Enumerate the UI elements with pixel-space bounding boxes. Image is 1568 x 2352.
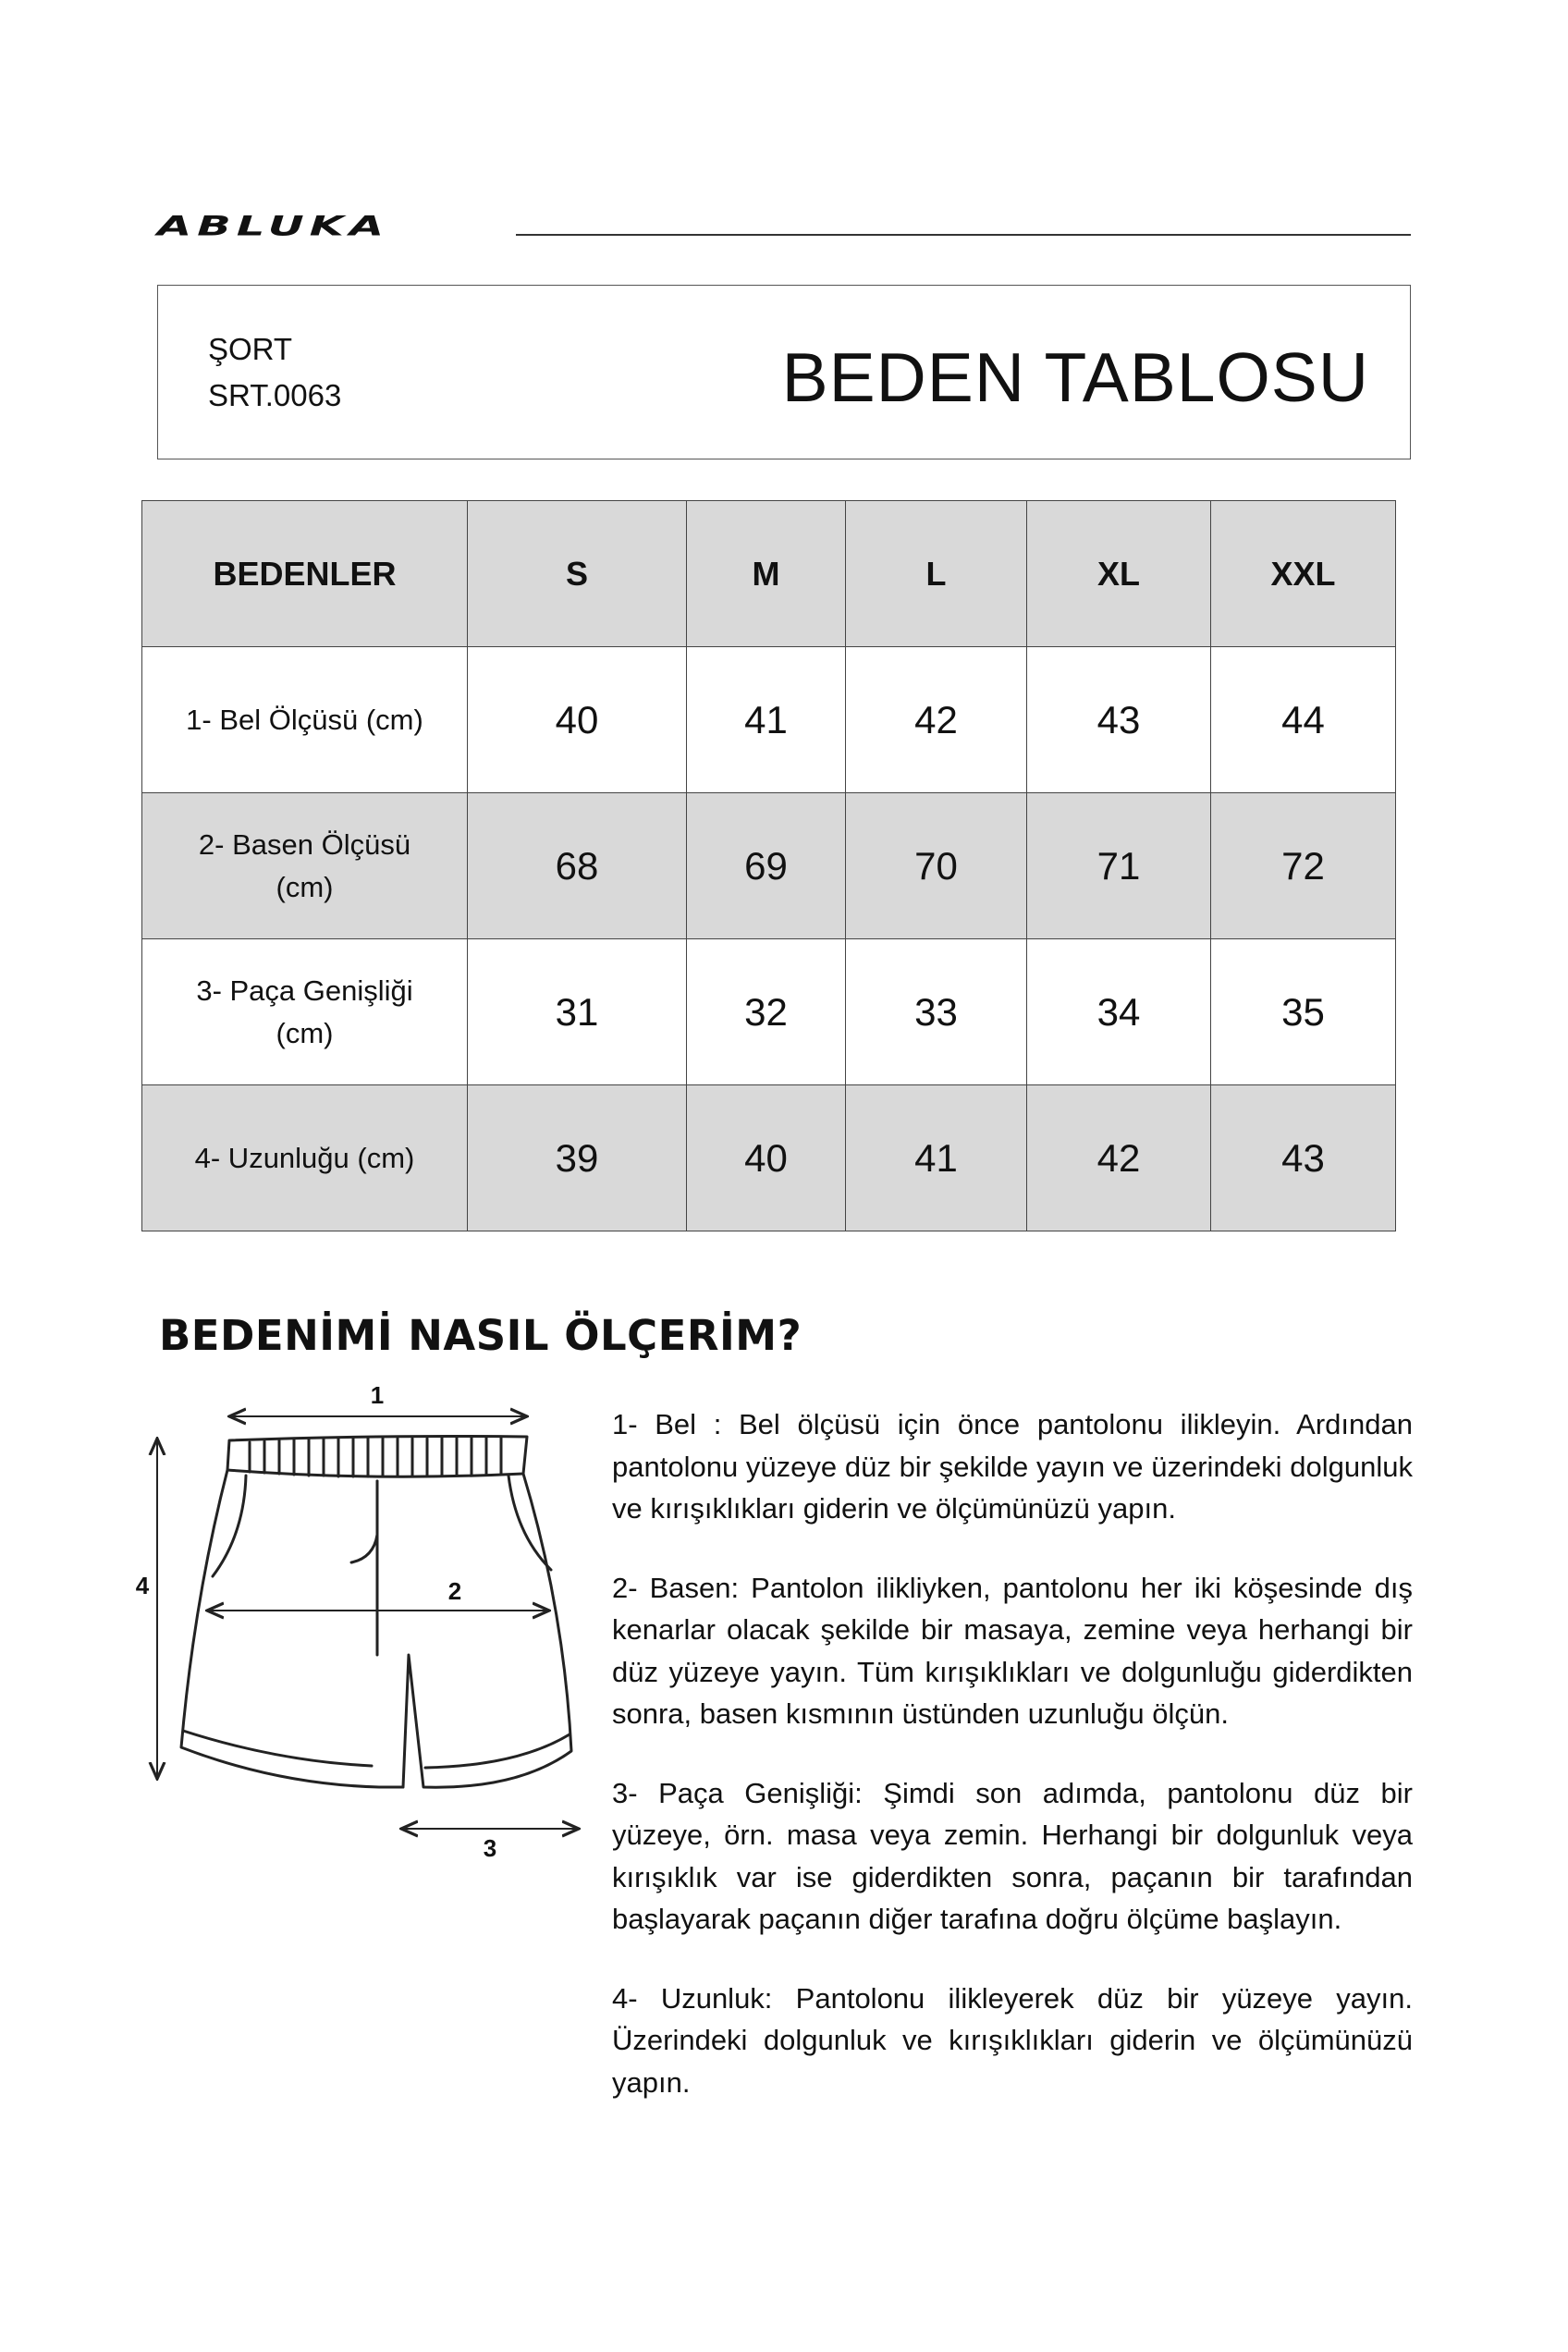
size-table [141, 500, 1396, 1231]
table-cell: 72 [1211, 793, 1396, 939]
table-cell: 70 [846, 793, 1027, 939]
table-cell: 44 [1211, 647, 1396, 793]
table-header-cell: BEDENLER [142, 501, 468, 647]
table-cell: 69 [687, 793, 846, 939]
table-cell: 40 [468, 647, 687, 793]
table-row [142, 939, 1396, 1085]
diagram-label-leg-opening: 3 [483, 1834, 497, 1862]
table-cell: 41 [846, 1085, 1027, 1231]
table-cell: 41 [687, 647, 846, 793]
table-cell: 33 [846, 939, 1027, 1085]
table-row [142, 793, 1396, 939]
diagram-label-waist: 1 [370, 1381, 385, 1409]
table-cell: 71 [1027, 793, 1211, 939]
size-header-cell: L [846, 501, 1027, 647]
row-label: 2- Basen Ölçüsü (cm) [142, 793, 468, 939]
size-header-cell: S [468, 501, 687, 647]
table-cell: 39 [468, 1085, 687, 1231]
product-code: SRT.0063 [208, 378, 342, 412]
instruction-waist: 1- Bel : Bel ölçüsü için önce pantolonu ilikleyin. Ardından pantolonu yüzeye düz bir şekilde yayın ve üzerindeki dolgunluk ve kırışıklıkları giderin ve ölçümünüzü yapın. [612, 1408, 1413, 1525]
table-cell: 34 [1027, 939, 1211, 1085]
page-title: BEDEN TABLOSU [781, 338, 1369, 416]
table-cell: 43 [1027, 647, 1211, 793]
brand-logo-text: ABLUKA [157, 210, 390, 242]
row-label: 3- Paça Genişliği (cm) [142, 939, 468, 1085]
table-cell: 40 [687, 1085, 846, 1231]
brand-logo [157, 210, 505, 251]
title-box [157, 285, 1411, 459]
table-row [142, 647, 1396, 793]
diagram-label-length: 4 [135, 1572, 150, 1599]
size-header-cell: XL [1027, 501, 1211, 647]
table-row [142, 1085, 1396, 1231]
measurement-instructions [612, 1403, 1413, 2140]
table-cell: 32 [687, 939, 846, 1085]
table-cell: 42 [1027, 1085, 1211, 1231]
diagram-label-hip: 2 [447, 1577, 462, 1605]
table-cell: 35 [1211, 939, 1396, 1085]
table-header-row [142, 501, 1396, 647]
instruction-hip: 2- Basen: Pantolon ilikliyken, pantolonu her iki köşesinde dış kenarlar olacak şekilde bir masaya, zemine veya herhangi bir düz yüzeye yayın. Tüm kırışıklıkları ve dolgunluğu giderdikten sonra, basen kısmının üstünden uzunluğu ölçün. [612, 1571, 1413, 1730]
shorts-measurement-diagram [129, 1378, 610, 1877]
row-label: 4- Uzunluğu (cm) [142, 1085, 468, 1231]
product-type: ŞORT [208, 332, 293, 366]
table-cell: 43 [1211, 1085, 1396, 1231]
table-cell: 68 [468, 793, 687, 939]
shorts-outline [181, 1437, 571, 1788]
instruction-leg-opening: 3- Paça Genişliği: Şimdi son adımda, pantolonu düz bir yüzeye, örn. masa veya zemin. Herhangi bir dolgunluk veya kırışıklık var ise giderdikten sonra, paçanın bir tarafından başlayarak paçanın diğer tarafına doğru ölçüme başlayın. [612, 1776, 1413, 1935]
size-header-cell: M [687, 501, 846, 647]
table-cell: 31 [468, 939, 687, 1085]
table-cell: 42 [846, 647, 1027, 793]
instruction-length: 4- Uzunluk: Pantolonu ilikleyerek düz bir yüzeye yayın. Üzerindeki dolgunluk ve kırışıklıkları giderin ve ölçümünüzü yapın. [612, 1981, 1413, 2099]
row-label: 1- Bel Ölçüsü (cm) [142, 647, 468, 793]
size-header-cell: XXL [1211, 501, 1396, 647]
header-divider [516, 234, 1411, 236]
how-to-measure-title: BEDENİMİ NASIL ÖLÇERİM? [159, 1311, 802, 1360]
